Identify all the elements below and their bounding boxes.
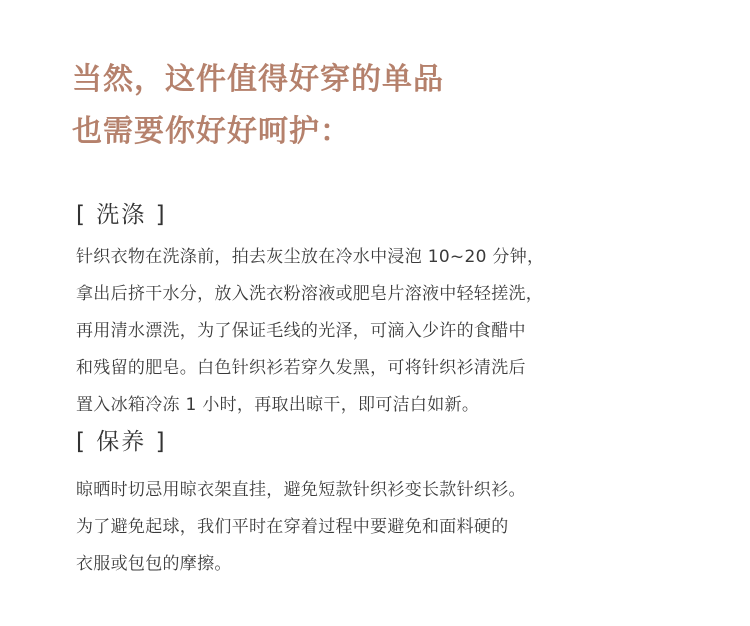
care-line: 为了避免起球，我们平时在穿着过程中要避免和面料硬的 [76, 517, 509, 537]
headline-line-1: 当然，这件值得好穿的单品 [72, 62, 444, 97]
headline-line-2: 也需要你好好呵护： [72, 114, 351, 149]
wash-section-title: [ 洗涤 ] [76, 202, 167, 228]
wash-line: 拿出后挤干水分，放入洗衣粉溶液或肥皂片溶液中轻轻搓洗， [76, 284, 544, 304]
care-line: 衣服或包包的摩擦。 [76, 554, 232, 574]
wash-instructions [76, 239, 544, 424]
wash-line: 再用清水漂洗，为了保证毛线的光泽，可滴入少许的食醋中 [76, 321, 526, 341]
care-section-title: [ 保养 ] [76, 429, 167, 455]
wash-line: 置入冰箱冷冻 1 小时，再取出晾干，即可洁白如新。 [76, 395, 480, 415]
wash-line: 和残留的肥皂。白色针织衫若穿久发黑，可将针织衫清洗后 [76, 358, 526, 378]
wash-line: 针织衣物在洗涤前，拍去灰尘放在冷水中浸泡 10~20 分钟， [76, 247, 545, 267]
care-instructions [76, 472, 526, 583]
care-line: 晾晒时切忌用晾衣架直挂，避免短款针织衫变长款针织衫。 [76, 480, 526, 500]
